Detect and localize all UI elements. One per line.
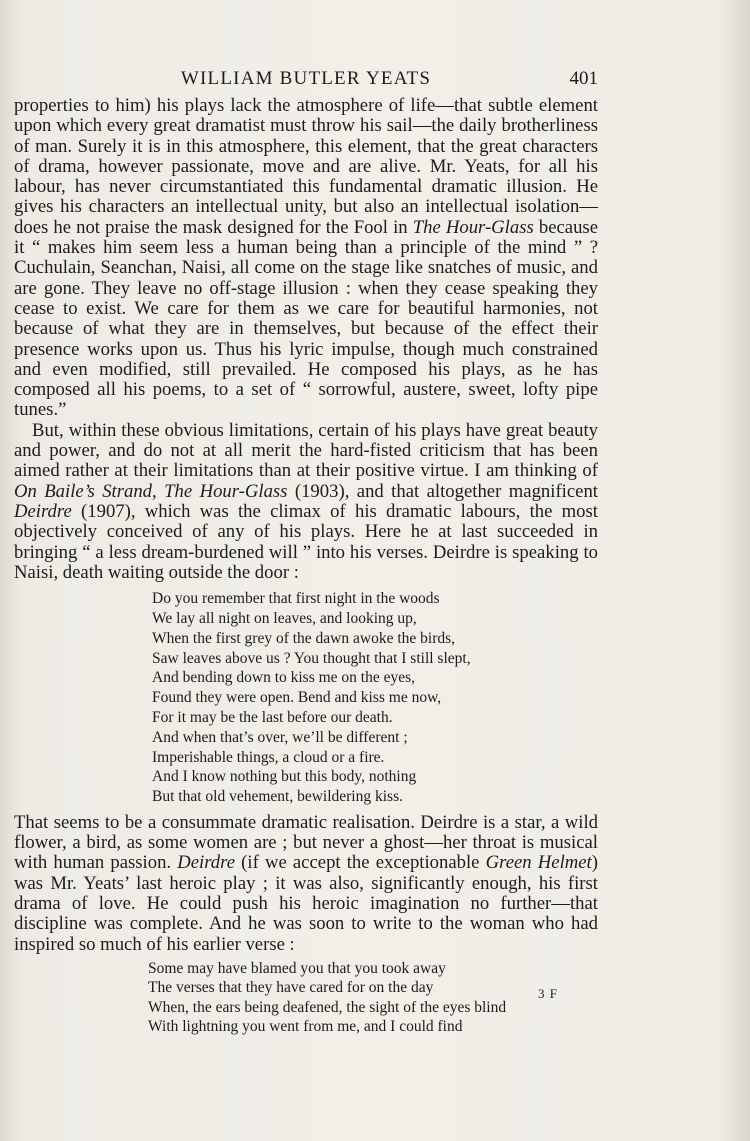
paragraph-1 (14, 96, 598, 421)
verse-quotation-deirdre (152, 589, 598, 807)
italic-title: Deirdre (177, 852, 236, 874)
running-head: WILLIAM BUTLER YEATS (180, 68, 432, 89)
verse-line: And I know nothing but this body, nothing (152, 768, 417, 786)
text-run: But, within these obvious limitations, certain of his plays have great beauty and power, and do not at all merit the hard-fisted criticism that has been aimed rather at their limitations than at their positive virtue. I am thinking of (14, 419, 598, 482)
page-header (14, 64, 598, 96)
italic-title: Green Helmet (485, 852, 592, 874)
paragraph-3 (14, 813, 598, 955)
verse-line: For it may be the last before our death. (152, 708, 393, 726)
italic-title: On Baile’s Strand (14, 480, 153, 502)
text-run: (1903), and that altogether magnificent (287, 480, 598, 502)
signature-mark: 3 F (538, 986, 558, 1001)
text-run: (if we accept the exceptionable (235, 852, 486, 874)
text-run: ) was Mr. Yeats’ last heroic play ; it was also, significantly enough, his first drama of love. He could push his heroic imagination no further—that discipline was complete. And he was soon to write to the woman who had inspired so much of his earlier verse : (14, 852, 598, 955)
text-run: because it “ makes him seem less a human being than a principle of the mind ” ? Cuchulain, Seanchan, Naisi, all come on the stage like snatches of music, and are gone. They leave no off-stage illusion : when they cease speaking they cease to exist. We care for them as we care for beautiful harmonies, not because of what they are in themselves, but because of the effect their presence works upon us. Thus his lyric impulse, though much constrained and even modified, still prevailed. He composed his plays, as he has composed all his poems, to a set of “ sorrowful, austere, sweet, lofty pipe tunes.” (14, 216, 598, 421)
verse-line: Imperishable things, a cloud or a fire. (152, 748, 385, 766)
text-run: , (152, 480, 165, 502)
italic-title: The Hour-Glass (164, 480, 288, 502)
paragraph-2 (14, 421, 598, 583)
verse-line: And bending down to kiss me on the eyes, (152, 669, 416, 687)
verse-line: With lightning you went from me, and I could find (148, 1018, 463, 1036)
text-run: That seems to be a consummate dramatic realisation. Deirdre is a star, a wild flower, a bird, as some women are ; but never a ghost—her throat is musical with human passion. (14, 811, 598, 874)
verse-quotation-later (148, 959, 598, 1037)
verse-line: The verses that they have cared for on the day (148, 979, 434, 997)
page-content (14, 64, 598, 1043)
verse-line: And when that’s over, we’ll be different ; (152, 728, 408, 746)
verse-line: Do you remember that first night in the woods (152, 590, 440, 608)
verse-line: But that old vehement, bewildering kiss. (152, 788, 403, 806)
italic-title: Deirdre (14, 500, 72, 522)
italic-title: The Hour-Glass (412, 216, 534, 238)
verse-line: Saw leaves above us ? You thought that I still slept, (152, 649, 471, 667)
verse-line: Some may have blamed you that you took away (148, 959, 446, 977)
text-run: properties to him) his plays lack the atmosphere of life—that subtle element upon which every great dramatist must throw his sail—the daily brotherliness of man. Surely it is in this atmosphere, this element, that the great characters of drama, however passionate, move and are alive. Mr. Yeats, for all his labour, has never circumstantiated this fundamental dramatic illusion. He gives his characters an intellectual unity, but also an intellectual isolation—does he not praise the mask designed for the Fool in (14, 95, 598, 238)
text-run: (1907), which was the climax of his dramatic labours, the most objectively conceived of any of his plays. Here he at last succeeded in bringing “ a less dream-burdened will ” into his verses. Deirdre is speaking to Naisi, death waiting outside the door : (14, 500, 598, 583)
verse-line: Found they were open. Bend and kiss me now, (152, 689, 442, 707)
page-number: 401 (569, 68, 598, 89)
verse-line: When, the ears being deafened, the sight of the eyes blind (148, 998, 507, 1016)
verse-line: We lay all night on leaves, and looking up, (152, 609, 417, 627)
verse-line: When the first grey of the dawn awoke the birds, (152, 629, 456, 647)
